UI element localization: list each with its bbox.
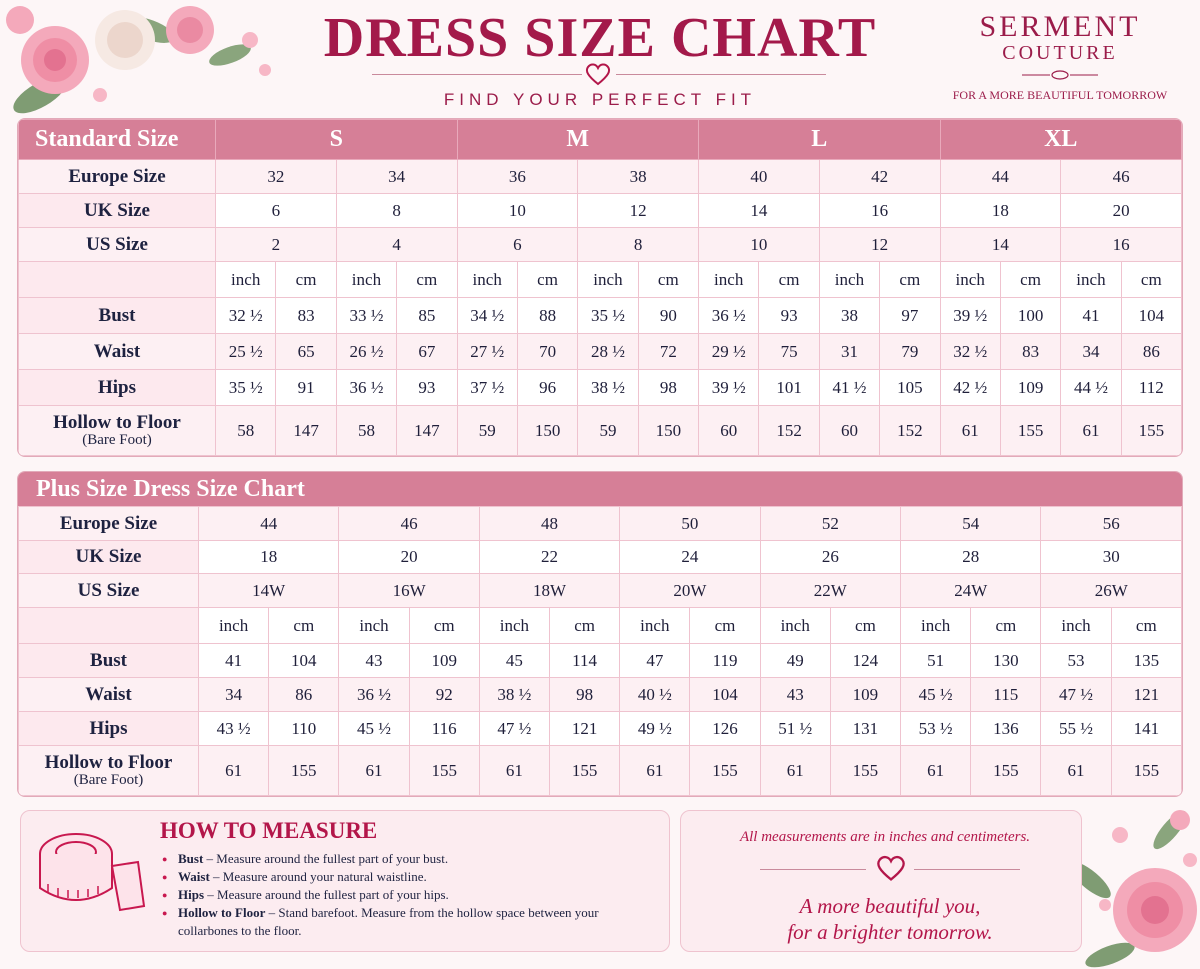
us-size-cell: 12	[819, 228, 940, 262]
measurement-cell: 58	[336, 406, 396, 456]
us-size-cell: 2	[216, 228, 337, 262]
unit-inch-header: inch	[940, 262, 1000, 298]
brand-name-line2: COUTURE	[1002, 42, 1118, 64]
title-divider	[616, 74, 826, 75]
unit-inch-header: inch	[699, 262, 759, 298]
measurement-cell: 116	[409, 712, 479, 746]
measurement-cell: 97	[880, 298, 940, 334]
measurement-cell: 45 ½	[901, 678, 971, 712]
row-label	[19, 746, 199, 796]
measurement-cell: 155	[1121, 406, 1181, 456]
measurement-cell: 61	[901, 746, 971, 796]
us-size-cell: 10	[699, 228, 820, 262]
measurement-cell: 104	[690, 678, 760, 712]
europe-size-cell: 52	[760, 507, 900, 541]
measurement-cell: 61	[339, 746, 409, 796]
measurement-cell: 53	[1041, 644, 1111, 678]
measurement-cell: 45	[479, 644, 549, 678]
measure-text: – Stand barefoot. Measure from the hollow space between your collarbones to the floor.	[178, 905, 599, 938]
measurement-cell: 147	[397, 406, 457, 456]
page-title: DRESS SIZE CHART	[323, 7, 877, 69]
row-label: UK Size	[19, 194, 216, 228]
plus-size-table	[17, 471, 1183, 797]
measurement-cell: 109	[409, 644, 479, 678]
measurement-cell: 155	[409, 746, 479, 796]
measurement-cell: 126	[690, 712, 760, 746]
measurement-cell: 92	[409, 678, 479, 712]
uk-size-cell: 30	[1041, 541, 1182, 574]
unit-inch-header: inch	[457, 262, 517, 298]
measurement-cell: 115	[971, 678, 1041, 712]
us-size-cell: 20W	[620, 574, 760, 608]
measurement-cell: 75	[759, 334, 819, 370]
measurement-cell: 43 ½	[199, 712, 269, 746]
uk-size-cell: 22	[479, 541, 619, 574]
measure-term: Hollow to Floor	[178, 905, 266, 920]
unit-inch-header: inch	[760, 608, 830, 644]
measurement-cell: 49 ½	[620, 712, 690, 746]
measurement-cell: 53 ½	[901, 712, 971, 746]
measurement-cell: 28 ½	[578, 334, 638, 370]
unit-cm-header: cm	[1111, 608, 1181, 644]
row-label-text: Hollow to Floor	[44, 752, 173, 773]
unit-inch-header: inch	[199, 608, 269, 644]
europe-size-cell: 40	[699, 160, 820, 194]
note-divider	[760, 869, 866, 870]
measurement-cell: 25 ½	[216, 334, 276, 370]
unit-cm-header: cm	[550, 608, 620, 644]
europe-size-cell: 34	[336, 160, 457, 194]
size-header: XL	[940, 120, 1182, 160]
unit-inch-header: inch	[620, 608, 690, 644]
measurement-cell: 119	[690, 644, 760, 678]
us-size-cell: 24W	[901, 574, 1041, 608]
unit-cm-header: cm	[517, 262, 577, 298]
measurement-cell: 91	[276, 370, 336, 406]
measurement-cell: 79	[880, 334, 940, 370]
measurement-cell: 88	[517, 298, 577, 334]
uk-size-cell: 24	[620, 541, 760, 574]
measurement-cell: 155	[269, 746, 339, 796]
measurement-cell: 121	[1111, 678, 1181, 712]
row-label: UK Size	[19, 541, 199, 574]
rose-bouquet-icon	[0, 0, 290, 120]
uk-size-cell: 26	[760, 541, 900, 574]
measurement-cell: 61	[1041, 746, 1111, 796]
measurement-cell: 51	[901, 644, 971, 678]
measurement-cell: 38 ½	[479, 678, 549, 712]
measurement-cell: 109	[1000, 370, 1060, 406]
standard-size-header: Standard Size	[19, 120, 216, 160]
europe-size-cell: 48	[479, 507, 619, 541]
measure-text: – Measure around the fullest part of your hips.	[204, 887, 449, 902]
unit-cm-header: cm	[269, 608, 339, 644]
row-sublabel: (Bare Foot)	[73, 772, 144, 788]
measuring-tape-icon	[36, 826, 148, 914]
uk-size-cell: 8	[336, 194, 457, 228]
unit-cm-header: cm	[880, 262, 940, 298]
measurement-cell: 41	[199, 644, 269, 678]
row-label	[19, 262, 216, 298]
measurement-cell: 44 ½	[1061, 370, 1121, 406]
measurement-cell: 45 ½	[339, 712, 409, 746]
uk-size-cell: 10	[457, 194, 578, 228]
measurement-cell: 32 ½	[216, 298, 276, 334]
measurement-cell: 39 ½	[940, 298, 1000, 334]
heart-icon	[584, 62, 612, 86]
unit-inch-header: inch	[216, 262, 276, 298]
measurement-cell: 93	[397, 370, 457, 406]
europe-size-cell: 54	[901, 507, 1041, 541]
europe-size-cell: 38	[578, 160, 699, 194]
measurement-cell: 136	[971, 712, 1041, 746]
measurement-cell: 96	[517, 370, 577, 406]
measurement-cell: 90	[638, 298, 698, 334]
uk-size-cell: 20	[339, 541, 479, 574]
measurement-cell: 155	[1111, 746, 1181, 796]
measurement-cell: 47 ½	[1041, 678, 1111, 712]
measure-term: Hips	[178, 887, 205, 902]
measurement-cell: 36 ½	[336, 370, 396, 406]
row-label	[19, 406, 216, 456]
measurement-cell: 39 ½	[699, 370, 759, 406]
uk-size-cell: 20	[1061, 194, 1182, 228]
uk-size-cell: 12	[578, 194, 699, 228]
measurement-cell: 70	[517, 334, 577, 370]
measurement-cell: 34	[1061, 334, 1121, 370]
measurement-cell: 42 ½	[940, 370, 1000, 406]
unit-cm-header: cm	[830, 608, 900, 644]
unit-cm-header: cm	[276, 262, 336, 298]
measurement-cell: 131	[830, 712, 900, 746]
measurement-cell: 155	[830, 746, 900, 796]
us-size-cell: 14	[940, 228, 1061, 262]
row-label-text: Hollow to Floor	[53, 412, 181, 433]
measurement-cell: 110	[269, 712, 339, 746]
measurement-cell: 112	[1121, 370, 1181, 406]
ornament-icon	[1020, 68, 1100, 82]
slogan-line: for a brighter tomorrow.	[787, 920, 993, 944]
us-size-cell: 26W	[1041, 574, 1182, 608]
measurement-cell: 98	[550, 678, 620, 712]
measurement-cell: 93	[759, 298, 819, 334]
unit-inch-header: inch	[1041, 608, 1111, 644]
unit-inch-header: inch	[1061, 262, 1121, 298]
europe-size-cell: 56	[1041, 507, 1182, 541]
slogan	[700, 893, 1080, 945]
standard-size-table	[17, 118, 1183, 457]
uk-size-cell: 18	[199, 541, 339, 574]
measurement-cell: 135	[1111, 644, 1181, 678]
measurement-cell: 51 ½	[760, 712, 830, 746]
measurement-cell: 121	[550, 712, 620, 746]
measurement-cell: 150	[638, 406, 698, 456]
size-header: L	[699, 120, 941, 160]
row-label: Hips	[19, 712, 199, 746]
measurement-cell: 41 ½	[819, 370, 879, 406]
measurement-cell: 27 ½	[457, 334, 517, 370]
measurement-cell: 86	[269, 678, 339, 712]
measurement-cell: 38	[819, 298, 879, 334]
measurement-cell: 31	[819, 334, 879, 370]
europe-size-cell: 50	[620, 507, 760, 541]
unit-cm-header: cm	[759, 262, 819, 298]
measurement-cell: 86	[1121, 334, 1181, 370]
row-label: Waist	[19, 678, 199, 712]
europe-size-cell: 44	[940, 160, 1061, 194]
row-label: Europe Size	[19, 160, 216, 194]
measurement-cell: 61	[940, 406, 1000, 456]
measurement-cell: 40 ½	[620, 678, 690, 712]
uk-size-cell: 6	[216, 194, 337, 228]
measurement-cell: 36 ½	[339, 678, 409, 712]
unit-cm-header: cm	[409, 608, 479, 644]
measurement-cell: 155	[690, 746, 760, 796]
measurement-cell: 29 ½	[699, 334, 759, 370]
measurement-cell: 150	[517, 406, 577, 456]
measurement-cell: 47	[620, 644, 690, 678]
measurement-cell: 104	[269, 644, 339, 678]
europe-size-cell: 36	[457, 160, 578, 194]
us-size-cell: 6	[457, 228, 578, 262]
measurement-cell: 43	[760, 678, 830, 712]
title-divider	[372, 74, 582, 75]
unit-cm-header: cm	[1000, 262, 1060, 298]
measurement-cell: 32 ½	[940, 334, 1000, 370]
measurement-cell: 114	[550, 644, 620, 678]
how-to-measure-title: HOW TO MEASURE	[160, 818, 378, 843]
plus-size-header: Plus Size Dress Size Chart	[18, 472, 1182, 506]
measurement-cell: 155	[971, 746, 1041, 796]
measure-term: Waist	[178, 869, 210, 884]
unit-inch-header: inch	[819, 262, 879, 298]
unit-cm-header: cm	[638, 262, 698, 298]
europe-size-cell: 42	[819, 160, 940, 194]
unit-inch-header: inch	[479, 608, 549, 644]
row-label: Waist	[19, 334, 216, 370]
measurement-cell: 26 ½	[336, 334, 396, 370]
measurement-cell: 60	[699, 406, 759, 456]
measurement-cell: 61	[479, 746, 549, 796]
unit-cm-header: cm	[397, 262, 457, 298]
europe-size-cell: 32	[216, 160, 337, 194]
measurement-cell: 43	[339, 644, 409, 678]
measurement-cell: 61	[1061, 406, 1121, 456]
unit-inch-header: inch	[336, 262, 396, 298]
measure-term: Bust	[178, 851, 204, 866]
measurement-cell: 152	[880, 406, 940, 456]
measurement-cell: 100	[1000, 298, 1060, 334]
row-label: Bust	[19, 298, 216, 334]
us-size-cell: 8	[578, 228, 699, 262]
unit-inch-header: inch	[339, 608, 409, 644]
measurement-cell: 59	[457, 406, 517, 456]
measurement-cell: 101	[759, 370, 819, 406]
heart-icon	[875, 854, 907, 882]
measurement-cell: 33 ½	[336, 298, 396, 334]
measurement-cell: 105	[880, 370, 940, 406]
measurement-cell: 155	[550, 746, 620, 796]
europe-size-cell: 46	[339, 507, 479, 541]
size-header: S	[216, 120, 458, 160]
measurement-cell: 65	[276, 334, 336, 370]
us-size-cell: 16W	[339, 574, 479, 608]
measurement-cell: 98	[638, 370, 698, 406]
unit-inch-header: inch	[901, 608, 971, 644]
uk-size-cell: 28	[901, 541, 1041, 574]
unit-cm-header: cm	[971, 608, 1041, 644]
measurement-cell: 36 ½	[699, 298, 759, 334]
europe-size-cell: 46	[1061, 160, 1182, 194]
measurement-cell: 34 ½	[457, 298, 517, 334]
row-label: Hips	[19, 370, 216, 406]
measurement-cell: 38 ½	[578, 370, 638, 406]
measurement-cell: 47 ½	[479, 712, 549, 746]
row-label: Bust	[19, 644, 199, 678]
measurement-cell: 61	[620, 746, 690, 796]
us-size-cell: 16	[1061, 228, 1182, 262]
list-item	[162, 904, 622, 940]
measurement-cell: 37 ½	[457, 370, 517, 406]
measurement-cell: 59	[578, 406, 638, 456]
measurement-cell: 35 ½	[216, 370, 276, 406]
brand-name: SERMENT	[979, 10, 1141, 43]
measurement-cell: 155	[1000, 406, 1060, 456]
us-size-cell: 22W	[760, 574, 900, 608]
measurement-cell: 152	[759, 406, 819, 456]
measurement-cell: 147	[276, 406, 336, 456]
note-divider	[914, 869, 1020, 870]
page-subtitle: FIND YOUR PERFECT FIT	[443, 90, 757, 109]
measurement-cell: 34	[199, 678, 269, 712]
measurement-cell: 104	[1121, 298, 1181, 334]
slogan-line: A more beautiful you,	[799, 894, 981, 918]
list-item	[162, 868, 622, 886]
measurement-cell: 58	[216, 406, 276, 456]
europe-size-cell: 44	[199, 507, 339, 541]
unit-cm-header: cm	[1121, 262, 1181, 298]
list-item	[162, 886, 622, 904]
measurement-cell: 60	[819, 406, 879, 456]
measurement-cell: 61	[199, 746, 269, 796]
row-label: Europe Size	[19, 507, 199, 541]
measurement-cell: 141	[1111, 712, 1181, 746]
measurement-cell: 130	[971, 644, 1041, 678]
row-sublabel: (Bare Foot)	[82, 432, 152, 448]
measurement-cell: 83	[1000, 334, 1060, 370]
row-label: US Size	[19, 228, 216, 262]
unit-inch-header: inch	[578, 262, 638, 298]
measurement-cell: 72	[638, 334, 698, 370]
unit-cm-header: cm	[690, 608, 760, 644]
uk-size-cell: 16	[819, 194, 940, 228]
list-item	[162, 850, 622, 868]
row-label	[19, 608, 199, 644]
measure-text: – Measure around the fullest part of your bust.	[203, 851, 449, 866]
us-size-cell: 18W	[479, 574, 619, 608]
row-label: US Size	[19, 574, 199, 608]
brand-tagline: FOR A MORE BEAUTIFUL TOMORROW	[952, 88, 1168, 102]
measurement-cell: 124	[830, 644, 900, 678]
size-header: M	[457, 120, 699, 160]
measure-instructions	[162, 850, 622, 940]
us-size-cell: 4	[336, 228, 457, 262]
measurement-cell: 85	[397, 298, 457, 334]
measurement-cell: 83	[276, 298, 336, 334]
measurement-cell: 61	[760, 746, 830, 796]
measurement-cell: 55 ½	[1041, 712, 1111, 746]
uk-size-cell: 14	[699, 194, 820, 228]
uk-size-cell: 18	[940, 194, 1061, 228]
measure-text: – Measure around your natural waistline.	[209, 869, 427, 884]
measurement-cell: 67	[397, 334, 457, 370]
units-note: All measurements are in inches and centimeters.	[739, 829, 1031, 845]
us-size-cell: 14W	[199, 574, 339, 608]
measurement-cell: 35 ½	[578, 298, 638, 334]
measurement-cell: 41	[1061, 298, 1121, 334]
measurement-cell: 49	[760, 644, 830, 678]
measurement-cell: 109	[830, 678, 900, 712]
